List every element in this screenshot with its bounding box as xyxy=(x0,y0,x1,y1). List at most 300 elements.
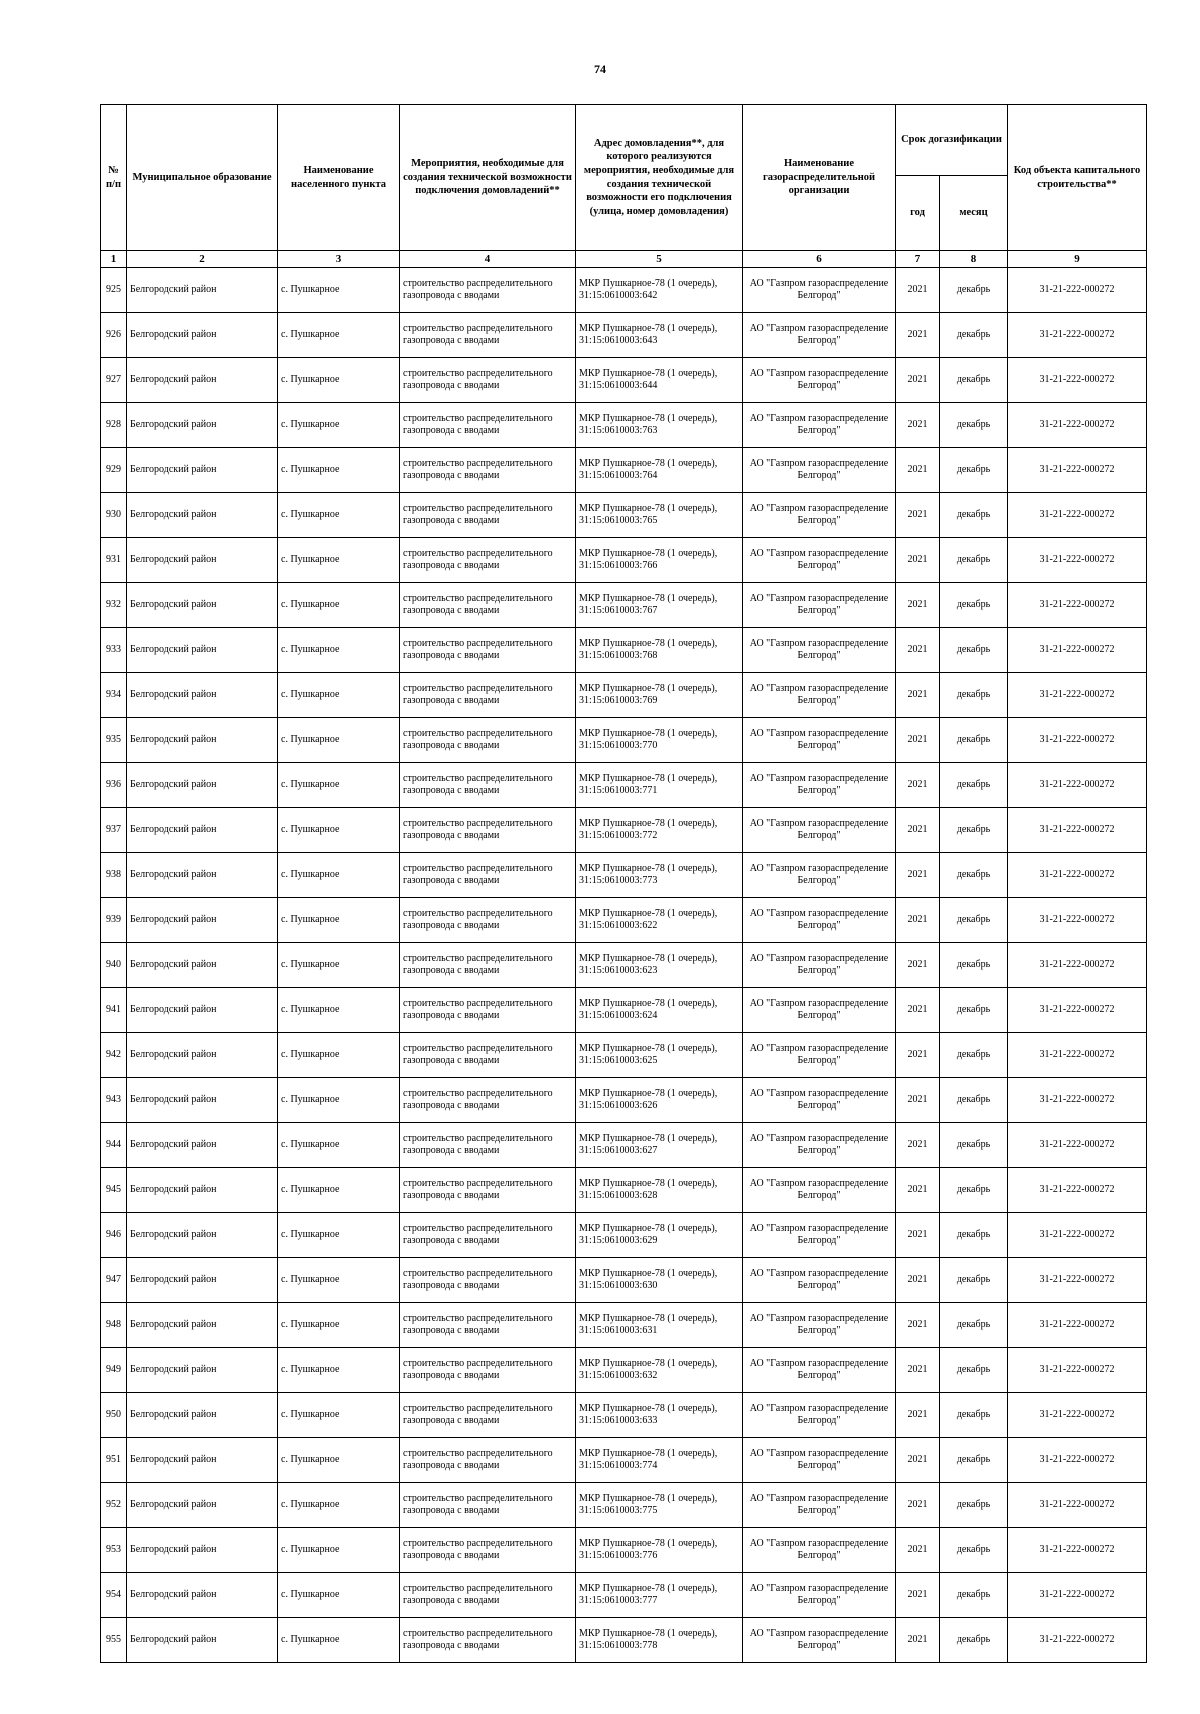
year-cell: 2021 xyxy=(896,403,940,448)
row-number: 938 xyxy=(101,853,127,898)
org-cell: АО "Газпром газораспределение Белгород" xyxy=(743,313,896,358)
org-cell: АО "Газпром газораспределение Белгород" xyxy=(743,1258,896,1303)
month-cell: декабрь xyxy=(940,1213,1008,1258)
table-row xyxy=(101,403,1147,448)
month-cell: декабрь xyxy=(940,718,1008,763)
table-row xyxy=(101,628,1147,673)
code-cell: 31-21-222-000272 xyxy=(1008,268,1147,313)
row-number: 943 xyxy=(101,1078,127,1123)
row-number: 952 xyxy=(101,1483,127,1528)
measures-cell: строительство распределительного газопровода с вводами xyxy=(400,1618,576,1663)
row-number: 928 xyxy=(101,403,127,448)
municipality-cell: Белгородский район xyxy=(127,763,278,808)
measures-cell: строительство распределительного газопровода с вводами xyxy=(400,673,576,718)
locality-cell: с. Пушкарное xyxy=(278,403,400,448)
table-row xyxy=(101,1438,1147,1483)
address-cell: МКР Пушкарное-78 (1 очередь), 31:15:0610003:765 xyxy=(576,493,743,538)
year-cell: 2021 xyxy=(896,1438,940,1483)
org-cell: АО "Газпром газораспределение Белгород" xyxy=(743,538,896,583)
header-code: Код объекта капитального строительства** xyxy=(1008,105,1147,251)
measures-cell: строительство распределительного газопровода с вводами xyxy=(400,448,576,493)
locality-cell: с. Пушкарное xyxy=(278,628,400,673)
year-cell: 2021 xyxy=(896,358,940,403)
org-cell: АО "Газпром газораспределение Белгород" xyxy=(743,1123,896,1168)
header-month: месяц xyxy=(940,176,1008,251)
code-cell: 31-21-222-000272 xyxy=(1008,943,1147,988)
org-cell: АО "Газпром газораспределение Белгород" xyxy=(743,1573,896,1618)
locality-cell: с. Пушкарное xyxy=(278,583,400,628)
row-number: 927 xyxy=(101,358,127,403)
address-cell: МКР Пушкарное-78 (1 очередь), 31:15:0610003:770 xyxy=(576,718,743,763)
month-cell: декабрь xyxy=(940,583,1008,628)
month-cell: декабрь xyxy=(940,1573,1008,1618)
measures-cell: строительство распределительного газопровода с вводами xyxy=(400,853,576,898)
header-measures: Мероприятия, необходимые для создания технической возможности подключения домовладений** xyxy=(400,105,576,251)
month-cell: декабрь xyxy=(940,1483,1008,1528)
month-cell: декабрь xyxy=(940,1303,1008,1348)
locality-cell: с. Пушкарное xyxy=(278,763,400,808)
row-number: 937 xyxy=(101,808,127,853)
code-cell: 31-21-222-000272 xyxy=(1008,1033,1147,1078)
year-cell: 2021 xyxy=(896,268,940,313)
month-cell: декабрь xyxy=(940,1528,1008,1573)
month-cell: декабрь xyxy=(940,943,1008,988)
org-cell: АО "Газпром газораспределение Белгород" xyxy=(743,988,896,1033)
table-row xyxy=(101,988,1147,1033)
year-cell: 2021 xyxy=(896,313,940,358)
municipality-cell: Белгородский район xyxy=(127,268,278,313)
municipality-cell: Белгородский район xyxy=(127,1078,278,1123)
month-cell: декабрь xyxy=(940,538,1008,583)
code-cell: 31-21-222-000272 xyxy=(1008,628,1147,673)
year-cell: 2021 xyxy=(896,448,940,493)
code-cell: 31-21-222-000272 xyxy=(1008,313,1147,358)
locality-cell: с. Пушкарное xyxy=(278,1078,400,1123)
table-row xyxy=(101,763,1147,808)
address-cell: МКР Пушкарное-78 (1 очередь), 31:15:0610003:771 xyxy=(576,763,743,808)
table-row xyxy=(101,313,1147,358)
measures-cell: строительство распределительного газопровода с вводами xyxy=(400,1483,576,1528)
header-year: год xyxy=(896,176,940,251)
org-cell: АО "Газпром газораспределение Белгород" xyxy=(743,1348,896,1393)
table-row xyxy=(101,808,1147,853)
org-cell: АО "Газпром газораспределение Белгород" xyxy=(743,1528,896,1573)
header-org: Наименование газораспределительной организации xyxy=(743,105,896,251)
code-cell: 31-21-222-000272 xyxy=(1008,1123,1147,1168)
year-cell: 2021 xyxy=(896,583,940,628)
month-cell: декабрь xyxy=(940,1438,1008,1483)
table-row xyxy=(101,1483,1147,1528)
year-cell: 2021 xyxy=(896,493,940,538)
org-cell: АО "Газпром газораспределение Белгород" xyxy=(743,943,896,988)
measures-cell: строительство распределительного газопровода с вводами xyxy=(400,268,576,313)
locality-cell: с. Пушкарное xyxy=(278,448,400,493)
code-cell: 31-21-222-000272 xyxy=(1008,1303,1147,1348)
code-cell: 31-21-222-000272 xyxy=(1008,448,1147,493)
table-row xyxy=(101,853,1147,898)
year-cell: 2021 xyxy=(896,1033,940,1078)
measures-cell: строительство распределительного газопровода с вводами xyxy=(400,313,576,358)
month-cell: декабрь xyxy=(940,1393,1008,1438)
address-cell: МКР Пушкарное-78 (1 очередь), 31:15:0610003:628 xyxy=(576,1168,743,1213)
locality-cell: с. Пушкарное xyxy=(278,718,400,763)
row-number: 930 xyxy=(101,493,127,538)
row-number: 954 xyxy=(101,1573,127,1618)
column-number-row xyxy=(101,251,1147,268)
year-cell: 2021 xyxy=(896,1303,940,1348)
header-num: № п/п xyxy=(101,105,127,251)
year-cell: 2021 xyxy=(896,1483,940,1528)
year-cell: 2021 xyxy=(896,718,940,763)
year-cell: 2021 xyxy=(896,673,940,718)
measures-cell: строительство распределительного газопровода с вводами xyxy=(400,1393,576,1438)
row-number: 925 xyxy=(101,268,127,313)
org-cell: АО "Газпром газораспределение Белгород" xyxy=(743,898,896,943)
year-cell: 2021 xyxy=(896,1078,940,1123)
table-row xyxy=(101,943,1147,988)
address-cell: МКР Пушкарное-78 (1 очередь), 31:15:0610003:625 xyxy=(576,1033,743,1078)
row-number: 935 xyxy=(101,718,127,763)
column-number: 1 xyxy=(101,251,127,268)
org-cell: АО "Газпром газораспределение Белгород" xyxy=(743,1213,896,1258)
org-cell: АО "Газпром газораспределение Белгород" xyxy=(743,808,896,853)
measures-cell: строительство распределительного газопровода с вводами xyxy=(400,808,576,853)
row-number: 944 xyxy=(101,1123,127,1168)
address-cell: МКР Пушкарное-78 (1 очередь), 31:15:0610003:774 xyxy=(576,1438,743,1483)
org-cell: АО "Газпром газораспределение Белгород" xyxy=(743,448,896,493)
year-cell: 2021 xyxy=(896,1348,940,1393)
municipality-cell: Белгородский район xyxy=(127,448,278,493)
code-cell: 31-21-222-000272 xyxy=(1008,988,1147,1033)
address-cell: МКР Пушкарное-78 (1 очередь), 31:15:0610003:632 xyxy=(576,1348,743,1393)
year-cell: 2021 xyxy=(896,1618,940,1663)
row-number: 931 xyxy=(101,538,127,583)
municipality-cell: Белгородский район xyxy=(127,988,278,1033)
org-cell: АО "Газпром газораспределение Белгород" xyxy=(743,1168,896,1213)
year-cell: 2021 xyxy=(896,1528,940,1573)
month-cell: декабрь xyxy=(940,673,1008,718)
locality-cell: с. Пушкарное xyxy=(278,1123,400,1168)
row-number: 936 xyxy=(101,763,127,808)
month-cell: декабрь xyxy=(940,988,1008,1033)
municipality-cell: Белгородский район xyxy=(127,1303,278,1348)
code-cell: 31-21-222-000272 xyxy=(1008,1393,1147,1438)
column-number: 9 xyxy=(1008,251,1147,268)
org-cell: АО "Газпром газораспределение Белгород" xyxy=(743,763,896,808)
locality-cell: с. Пушкарное xyxy=(278,1393,400,1438)
address-cell: МКР Пушкарное-78 (1 очередь), 31:15:0610003:643 xyxy=(576,313,743,358)
municipality-cell: Белгородский район xyxy=(127,628,278,673)
municipality-cell: Белгородский район xyxy=(127,358,278,403)
column-number: 4 xyxy=(400,251,576,268)
row-number: 942 xyxy=(101,1033,127,1078)
year-cell: 2021 xyxy=(896,1573,940,1618)
table-row xyxy=(101,1528,1147,1573)
municipality-cell: Белгородский район xyxy=(127,403,278,448)
month-cell: декабрь xyxy=(940,268,1008,313)
year-cell: 2021 xyxy=(896,1393,940,1438)
municipality-cell: Белгородский район xyxy=(127,1528,278,1573)
address-cell: МКР Пушкарное-78 (1 очередь), 31:15:0610003:772 xyxy=(576,808,743,853)
measures-cell: строительство распределительного газопровода с вводами xyxy=(400,1123,576,1168)
month-cell: декабрь xyxy=(940,1168,1008,1213)
org-cell: АО "Газпром газораспределение Белгород" xyxy=(743,268,896,313)
row-number: 926 xyxy=(101,313,127,358)
code-cell: 31-21-222-000272 xyxy=(1008,1618,1147,1663)
measures-cell: строительство распределительного газопровода с вводами xyxy=(400,583,576,628)
table-row xyxy=(101,1258,1147,1303)
table-row xyxy=(101,1348,1147,1393)
municipality-cell: Белгородский район xyxy=(127,808,278,853)
municipality-cell: Белгородский район xyxy=(127,1213,278,1258)
address-cell: МКР Пушкарное-78 (1 очередь), 31:15:0610003:644 xyxy=(576,358,743,403)
row-number: 949 xyxy=(101,1348,127,1393)
header-locality: Наименование населенного пункта xyxy=(278,105,400,251)
measures-cell: строительство распределительного газопровода с вводами xyxy=(400,1258,576,1303)
code-cell: 31-21-222-000272 xyxy=(1008,358,1147,403)
municipality-cell: Белгородский район xyxy=(127,943,278,988)
measures-cell: строительство распределительного газопровода с вводами xyxy=(400,628,576,673)
header-row xyxy=(101,105,1147,176)
locality-cell: с. Пушкарное xyxy=(278,943,400,988)
locality-cell: с. Пушкарное xyxy=(278,1033,400,1078)
address-cell: МКР Пушкарное-78 (1 очередь), 31:15:0610003:769 xyxy=(576,673,743,718)
measures-cell: строительство распределительного газопровода с вводами xyxy=(400,1078,576,1123)
org-cell: АО "Газпром газораспределение Белгород" xyxy=(743,493,896,538)
municipality-cell: Белгородский район xyxy=(127,673,278,718)
measures-cell: строительство распределительного газопровода с вводами xyxy=(400,1348,576,1393)
municipality-cell: Белгородский район xyxy=(127,718,278,763)
org-cell: АО "Газпром газораспределение Белгород" xyxy=(743,673,896,718)
table-row xyxy=(101,898,1147,943)
locality-cell: с. Пушкарное xyxy=(278,1573,400,1618)
code-cell: 31-21-222-000272 xyxy=(1008,1213,1147,1258)
code-cell: 31-21-222-000272 xyxy=(1008,898,1147,943)
address-cell: МКР Пушкарное-78 (1 очередь), 31:15:0610003:642 xyxy=(576,268,743,313)
municipality-cell: Белгородский район xyxy=(127,1438,278,1483)
table-row xyxy=(101,718,1147,763)
month-cell: декабрь xyxy=(940,403,1008,448)
measures-cell: строительство распределительного газопровода с вводами xyxy=(400,1303,576,1348)
code-cell: 31-21-222-000272 xyxy=(1008,1483,1147,1528)
address-cell: МКР Пушкарное-78 (1 очередь), 31:15:0610003:631 xyxy=(576,1303,743,1348)
code-cell: 31-21-222-000272 xyxy=(1008,1078,1147,1123)
measures-cell: строительство распределительного газопровода с вводами xyxy=(400,763,576,808)
locality-cell: с. Пушкарное xyxy=(278,1168,400,1213)
row-number: 940 xyxy=(101,943,127,988)
address-cell: МКР Пушкарное-78 (1 очередь), 31:15:0610003:764 xyxy=(576,448,743,493)
table-row xyxy=(101,448,1147,493)
table-row xyxy=(101,1213,1147,1258)
municipality-cell: Белгородский район xyxy=(127,898,278,943)
locality-cell: с. Пушкарное xyxy=(278,1303,400,1348)
code-cell: 31-21-222-000272 xyxy=(1008,493,1147,538)
municipality-cell: Белгородский район xyxy=(127,1123,278,1168)
year-cell: 2021 xyxy=(896,1258,940,1303)
row-number: 948 xyxy=(101,1303,127,1348)
year-cell: 2021 xyxy=(896,1213,940,1258)
municipality-cell: Белгородский район xyxy=(127,583,278,628)
row-number: 929 xyxy=(101,448,127,493)
locality-cell: с. Пушкарное xyxy=(278,1483,400,1528)
column-number: 2 xyxy=(127,251,278,268)
row-number: 951 xyxy=(101,1438,127,1483)
locality-cell: с. Пушкарное xyxy=(278,538,400,583)
header-deadline: Срок догазификации xyxy=(896,105,1008,176)
table-row xyxy=(101,538,1147,583)
code-cell: 31-21-222-000272 xyxy=(1008,673,1147,718)
municipality-cell: Белгородский район xyxy=(127,1483,278,1528)
row-number: 932 xyxy=(101,583,127,628)
table-row xyxy=(101,493,1147,538)
code-cell: 31-21-222-000272 xyxy=(1008,1168,1147,1213)
address-cell: МКР Пушкарное-78 (1 очередь), 31:15:0610003:773 xyxy=(576,853,743,898)
column-number: 7 xyxy=(896,251,940,268)
year-cell: 2021 xyxy=(896,763,940,808)
address-cell: МКР Пушкарное-78 (1 очередь), 31:15:0610003:629 xyxy=(576,1213,743,1258)
code-cell: 31-21-222-000272 xyxy=(1008,718,1147,763)
measures-cell: строительство распределительного газопровода с вводами xyxy=(400,1033,576,1078)
column-number: 8 xyxy=(940,251,1008,268)
municipality-cell: Белгородский район xyxy=(127,1258,278,1303)
month-cell: декабрь xyxy=(940,1348,1008,1393)
locality-cell: с. Пушкарное xyxy=(278,853,400,898)
table-row xyxy=(101,1573,1147,1618)
locality-cell: с. Пушкарное xyxy=(278,313,400,358)
measures-cell: строительство распределительного газопровода с вводами xyxy=(400,1168,576,1213)
municipality-cell: Белгородский район xyxy=(127,1348,278,1393)
month-cell: декабрь xyxy=(940,358,1008,403)
municipality-cell: Белгородский район xyxy=(127,313,278,358)
locality-cell: с. Пушкарное xyxy=(278,1213,400,1258)
code-cell: 31-21-222-000272 xyxy=(1008,1573,1147,1618)
address-cell: МКР Пушкарное-78 (1 очередь), 31:15:0610003:623 xyxy=(576,943,743,988)
org-cell: АО "Газпром газораспределение Белгород" xyxy=(743,853,896,898)
locality-cell: с. Пушкарное xyxy=(278,1618,400,1663)
municipality-cell: Белгородский район xyxy=(127,1393,278,1438)
column-number: 6 xyxy=(743,251,896,268)
org-cell: АО "Газпром газораспределение Белгород" xyxy=(743,583,896,628)
row-number: 953 xyxy=(101,1528,127,1573)
header-municipality: Муниципальное образование xyxy=(127,105,278,251)
page-number: 74 xyxy=(594,62,606,76)
address-cell: МКР Пушкарное-78 (1 очередь), 31:15:0610003:626 xyxy=(576,1078,743,1123)
header-address: Адрес домовладения**, для которого реализуются мероприятия, необходимые для создания технической возможности его подключения (улица, номер домовладения) xyxy=(576,105,743,251)
row-number: 941 xyxy=(101,988,127,1033)
municipality-cell: Белгородский район xyxy=(127,1573,278,1618)
locality-cell: с. Пушкарное xyxy=(278,268,400,313)
address-cell: МКР Пушкарное-78 (1 очередь), 31:15:0610003:627 xyxy=(576,1123,743,1168)
measures-cell: строительство распределительного газопровода с вводами xyxy=(400,898,576,943)
measures-cell: строительство распределительного газопровода с вводами xyxy=(400,943,576,988)
year-cell: 2021 xyxy=(896,1123,940,1168)
year-cell: 2021 xyxy=(896,538,940,583)
municipality-cell: Белгородский район xyxy=(127,1033,278,1078)
row-number: 939 xyxy=(101,898,127,943)
column-number: 3 xyxy=(278,251,400,268)
org-cell: АО "Газпром газораспределение Белгород" xyxy=(743,403,896,448)
locality-cell: с. Пушкарное xyxy=(278,1258,400,1303)
address-cell: МКР Пушкарное-78 (1 очередь), 31:15:0610003:778 xyxy=(576,1618,743,1663)
org-cell: АО "Газпром газораспределение Белгород" xyxy=(743,1438,896,1483)
table-row xyxy=(101,1303,1147,1348)
org-cell: АО "Газпром газораспределение Белгород" xyxy=(743,1033,896,1078)
measures-cell: строительство распределительного газопровода с вводами xyxy=(400,988,576,1033)
measures-cell: строительство распределительного газопровода с вводами xyxy=(400,403,576,448)
row-number: 945 xyxy=(101,1168,127,1213)
org-cell: АО "Газпром газораспределение Белгород" xyxy=(743,718,896,763)
month-cell: декабрь xyxy=(940,1123,1008,1168)
code-cell: 31-21-222-000272 xyxy=(1008,1258,1147,1303)
address-cell: МКР Пушкарное-78 (1 очередь), 31:15:0610003:763 xyxy=(576,403,743,448)
year-cell: 2021 xyxy=(896,1168,940,1213)
table-row xyxy=(101,268,1147,313)
municipality-cell: Белгородский район xyxy=(127,538,278,583)
measures-cell: строительство распределительного газопровода с вводами xyxy=(400,718,576,763)
row-number: 955 xyxy=(101,1618,127,1663)
municipality-cell: Белгородский район xyxy=(127,1618,278,1663)
locality-cell: с. Пушкарное xyxy=(278,1348,400,1393)
locality-cell: с. Пушкарное xyxy=(278,493,400,538)
month-cell: декабрь xyxy=(940,493,1008,538)
table-row xyxy=(101,1123,1147,1168)
code-cell: 31-21-222-000272 xyxy=(1008,1438,1147,1483)
locality-cell: с. Пушкарное xyxy=(278,808,400,853)
address-cell: МКР Пушкарное-78 (1 очередь), 31:15:0610003:624 xyxy=(576,988,743,1033)
municipality-cell: Белгородский район xyxy=(127,853,278,898)
month-cell: декабрь xyxy=(940,1078,1008,1123)
address-cell: МКР Пушкарное-78 (1 очередь), 31:15:0610003:776 xyxy=(576,1528,743,1573)
measures-cell: строительство распределительного газопровода с вводами xyxy=(400,538,576,583)
month-cell: декабрь xyxy=(940,313,1008,358)
table-row xyxy=(101,583,1147,628)
org-cell: АО "Газпром газораспределение Белгород" xyxy=(743,1303,896,1348)
municipality-cell: Белгородский район xyxy=(127,493,278,538)
measures-cell: строительство распределительного газопровода с вводами xyxy=(400,1213,576,1258)
locality-cell: с. Пушкарное xyxy=(278,358,400,403)
year-cell: 2021 xyxy=(896,628,940,673)
address-cell: МКР Пушкарное-78 (1 очередь), 31:15:0610003:768 xyxy=(576,628,743,673)
locality-cell: с. Пушкарное xyxy=(278,1528,400,1573)
address-cell: МКР Пушкарное-78 (1 очередь), 31:15:0610003:633 xyxy=(576,1393,743,1438)
code-cell: 31-21-222-000272 xyxy=(1008,853,1147,898)
table-row xyxy=(101,358,1147,403)
month-cell: декабрь xyxy=(940,1033,1008,1078)
code-cell: 31-21-222-000272 xyxy=(1008,808,1147,853)
address-cell: МКР Пушкарное-78 (1 очередь), 31:15:0610003:775 xyxy=(576,1483,743,1528)
year-cell: 2021 xyxy=(896,943,940,988)
org-cell: АО "Газпром газораспределение Белгород" xyxy=(743,1483,896,1528)
table-row xyxy=(101,1078,1147,1123)
code-cell: 31-21-222-000272 xyxy=(1008,403,1147,448)
table-row xyxy=(101,1393,1147,1438)
address-cell: МКР Пушкарное-78 (1 очередь), 31:15:0610003:767 xyxy=(576,583,743,628)
org-cell: АО "Газпром газораспределение Белгород" xyxy=(743,358,896,403)
measures-cell: строительство распределительного газопровода с вводами xyxy=(400,1573,576,1618)
row-number: 950 xyxy=(101,1393,127,1438)
table-row xyxy=(101,673,1147,718)
code-cell: 31-21-222-000272 xyxy=(1008,1528,1147,1573)
year-cell: 2021 xyxy=(896,853,940,898)
column-number: 5 xyxy=(576,251,743,268)
year-cell: 2021 xyxy=(896,898,940,943)
org-cell: АО "Газпром газораспределение Белгород" xyxy=(743,1078,896,1123)
gasification-table xyxy=(100,104,1147,1663)
month-cell: декабрь xyxy=(940,898,1008,943)
address-cell: МКР Пушкарное-78 (1 очередь), 31:15:0610003:766 xyxy=(576,538,743,583)
measures-cell: строительство распределительного газопровода с вводами xyxy=(400,493,576,538)
measures-cell: строительство распределительного газопровода с вводами xyxy=(400,358,576,403)
